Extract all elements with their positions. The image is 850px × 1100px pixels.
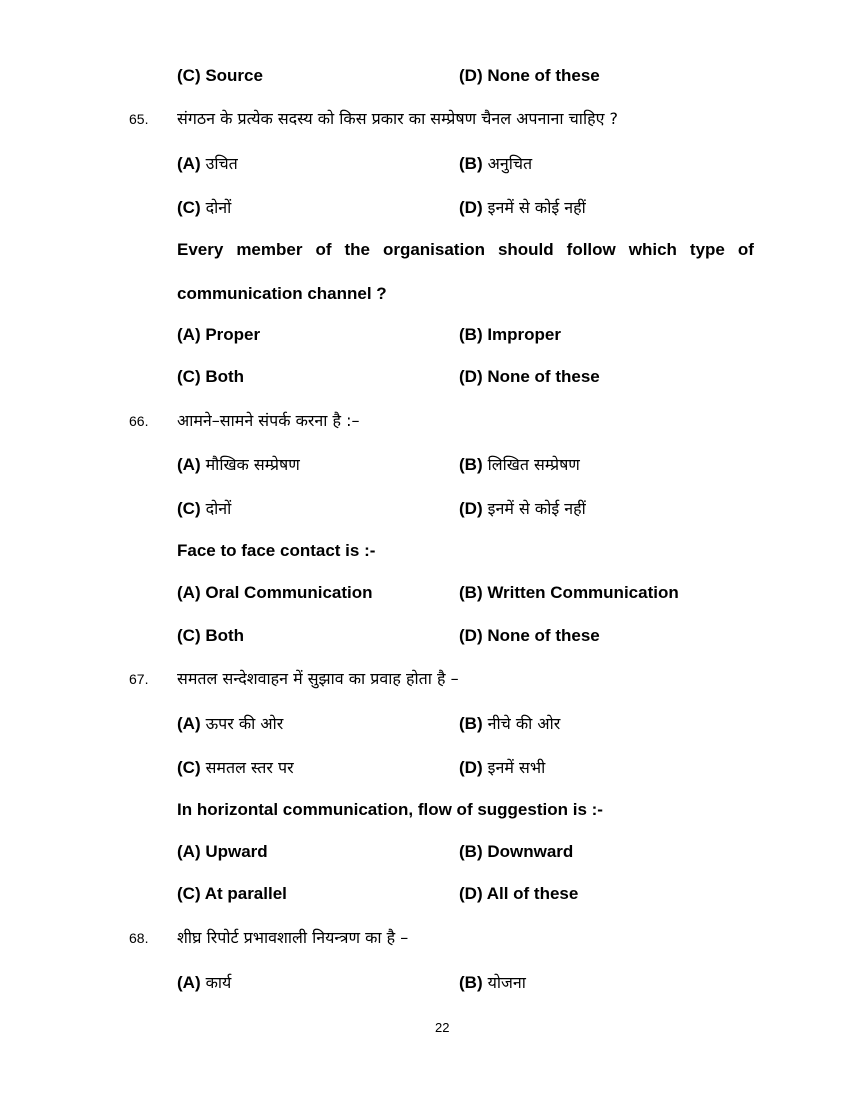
option-text: योजना — [487, 973, 526, 992]
option-text: इनमें से कोई नहीं — [487, 198, 586, 217]
question-66-hindi: आमने–सामने संपर्क करना है :– — [177, 411, 360, 430]
word: of — [737, 240, 754, 259]
option-text: नीचे की ओर — [487, 714, 561, 733]
q65-en-option-b: (B) Improper — [459, 325, 561, 344]
q67-en-option-a: (A) Upward — [177, 842, 268, 861]
option-d-none: (D) None of these — [459, 66, 600, 85]
option-label: (D) — [459, 198, 483, 217]
word: organisation — [382, 240, 485, 259]
option-c-source: (C) Source — [177, 66, 263, 85]
q67-en-option-b: (B) Downward — [459, 842, 574, 861]
q65-en-option-a: (A) Proper — [177, 325, 261, 344]
question-number-66: 66. — [129, 413, 149, 429]
option-label: (A) — [177, 455, 201, 474]
option-text: दोनों — [205, 198, 232, 217]
question-67-english: In horizontal communication, flow of suggestion is :- — [177, 800, 603, 819]
q66-en-option-a: (A) Oral Communication — [177, 583, 373, 602]
option-label: (C) — [177, 198, 201, 217]
question-65-english-line1 — [177, 240, 754, 260]
option-text: लिखित सम्प्रेषण — [487, 455, 580, 474]
option-label: (D) — [459, 499, 483, 518]
q67-hi-option-d — [459, 756, 545, 778]
word: follow — [566, 240, 616, 259]
option-text: इनमें से कोई नहीं — [487, 499, 586, 518]
option-label: (B) — [459, 714, 483, 733]
q65-en-option-c: (C) Both — [177, 367, 245, 386]
option-text: कार्य — [205, 973, 232, 992]
page-number: 22 — [435, 1020, 450, 1035]
question-66-english: Face to face contact is :- — [177, 541, 376, 560]
word: should — [497, 240, 554, 259]
q65-en-option-d: (D) None of these — [459, 367, 600, 386]
question-number-67: 67. — [129, 671, 149, 687]
word: Every — [177, 240, 224, 259]
option-text: समतल स्तर पर — [205, 758, 294, 777]
q66-hi-option-c — [177, 497, 231, 519]
option-text: अनुचित — [487, 154, 533, 173]
option-label: (A) — [177, 154, 201, 173]
word: of — [315, 240, 332, 259]
option-label: (D) — [459, 758, 483, 777]
q66-hi-option-b — [459, 453, 580, 475]
q67-hi-option-b — [459, 712, 560, 734]
question-65-hindi: संगठन के प्रत्येक सदस्य को किस प्रकार का सम्प्रेषण चैनल अपनाना चाहिए ? — [177, 109, 619, 128]
q65-hi-option-d — [459, 196, 586, 218]
q65-hi-option-b — [459, 152, 532, 174]
option-text: दोनों — [205, 499, 232, 518]
option-label: (C) — [177, 499, 201, 518]
word: which — [628, 240, 677, 259]
option-label: (A) — [177, 973, 201, 992]
q67-en-option-c: (C) At parallel — [177, 884, 287, 903]
q66-hi-option-a — [177, 453, 300, 475]
q66-hi-option-d — [459, 497, 586, 519]
q66-en-option-b: (B) Written Communication — [459, 583, 679, 602]
q66-en-option-c: (C) Both — [177, 626, 245, 645]
option-label: (C) — [177, 758, 201, 777]
q65-hi-option-c — [177, 196, 231, 218]
q68-hi-option-a — [177, 971, 231, 993]
option-text: इनमें सभी — [487, 758, 546, 777]
question-67-hindi: समतल सन्देशवाहन में सुझाव का प्रवाह होता है – — [177, 669, 459, 688]
q65-hi-option-a — [177, 152, 238, 174]
question-68-hindi: शीघ्र रिपोर्ट प्रभावशाली नियन्त्रण का है – — [177, 928, 409, 947]
option-text: मौखिक सम्प्रेषण — [205, 455, 300, 474]
q67-hi-option-a — [177, 712, 283, 734]
question-number-65: 65. — [129, 111, 149, 127]
q67-hi-option-c — [177, 756, 294, 778]
option-label: (A) — [177, 714, 201, 733]
word: member — [236, 240, 303, 259]
question-number-68: 68. — [129, 930, 149, 946]
q66-en-option-d: (D) None of these — [459, 626, 600, 645]
q68-hi-option-b — [459, 971, 526, 993]
option-label: (B) — [459, 973, 483, 992]
q67-en-option-d: (D) All of these — [459, 884, 579, 903]
option-label: (B) — [459, 455, 483, 474]
question-65-english-line2: communication channel ? — [177, 284, 387, 303]
word: type — [689, 240, 725, 259]
option-label: (B) — [459, 154, 483, 173]
option-text: उचित — [205, 154, 238, 173]
word: the — [344, 240, 370, 259]
option-text: ऊपर की ओर — [205, 714, 284, 733]
